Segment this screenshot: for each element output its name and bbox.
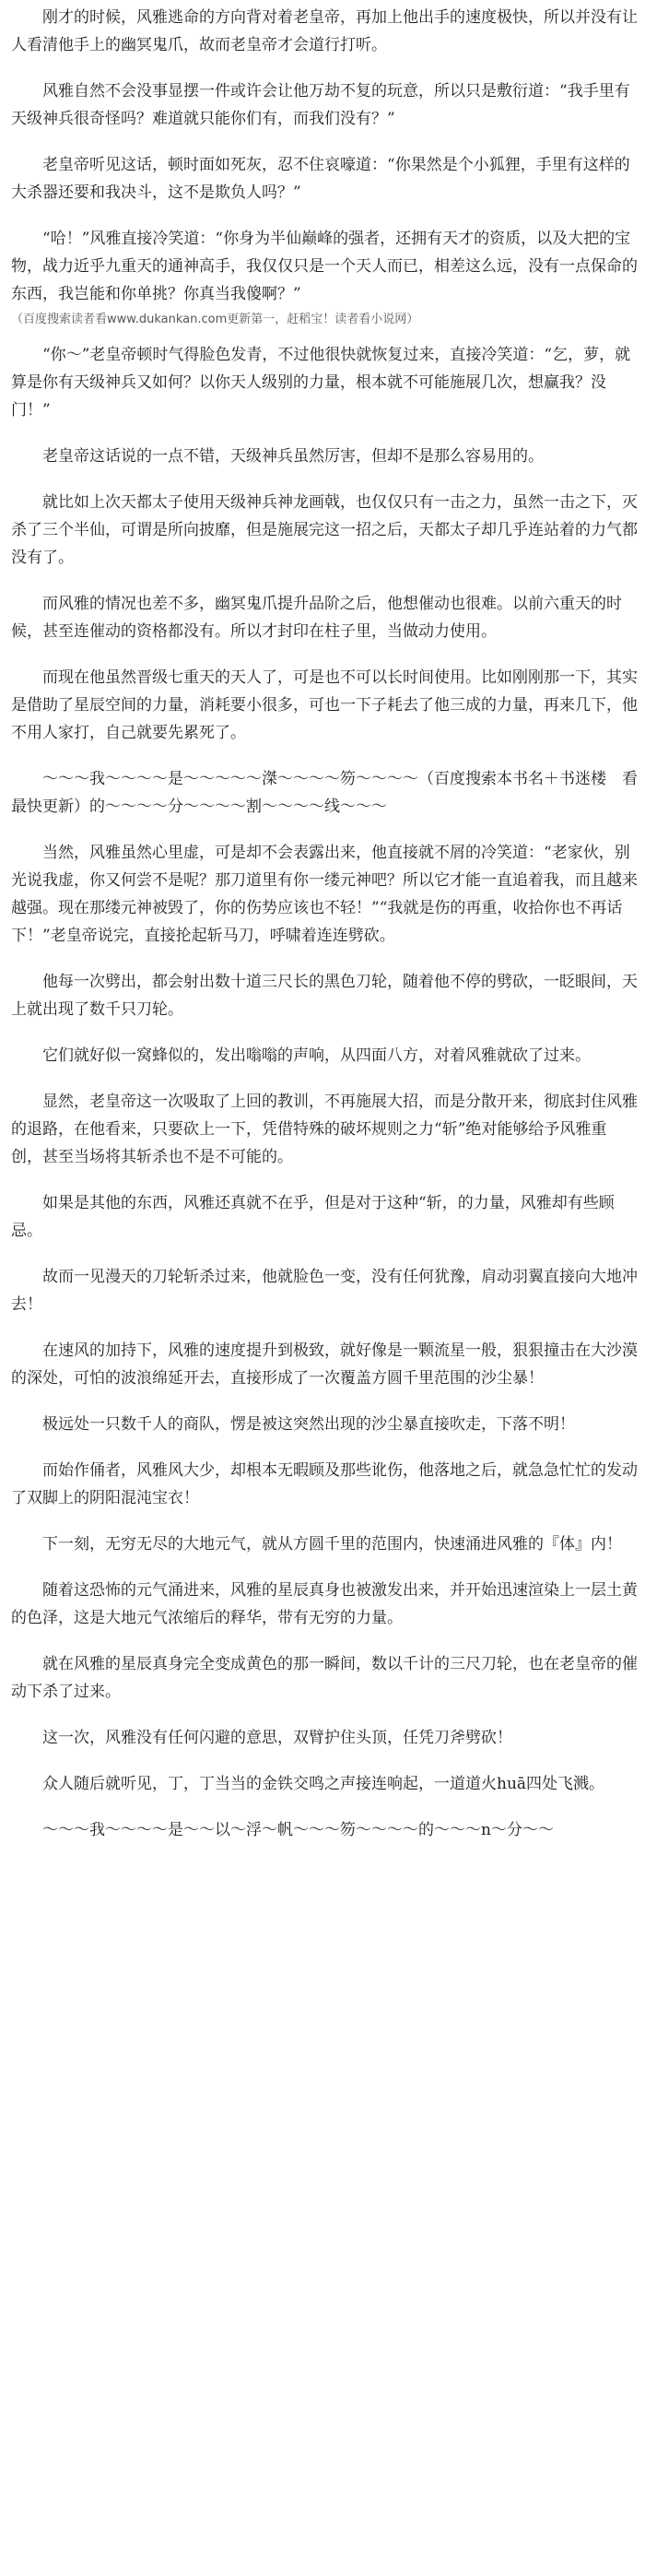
- ad-line: （百度搜索读者看www.dukankan.com更新第一，赶稻宝！读者看小说网）: [11, 313, 419, 326]
- paragraph: 老皇帝这话说的一点不错，天级神兵虽然厉害，但却不是那么容易用的。: [42, 447, 544, 466]
- paragraph: 他每一次劈出，都会射出数十道三尺长的黑色刀轮，随着他不停的劈砍，一眨眼间，天上就出现了数千只刀轮。: [11, 973, 638, 1019]
- paragraph: 而风雅的情况也差不多，幽冥鬼爪提升品阶之后，他想催动也很难。以前六重天的时候，甚至连催动的资格都没有。所以才封印在柱子里，当做动力使用。: [11, 595, 622, 641]
- paragraph: 风雅自然不会没事显摆一件或许会让他万劫不复的玩意，所以只是敷衍道：“我手里有天级神兵很奇怪吗？难道就只能你们有，而我们没有？”: [11, 82, 630, 128]
- paragraph: 这一次，风雅没有任何闪避的意思，双臂护住头顶，任凭刀斧劈砍！: [42, 1729, 512, 1747]
- paragraph: 众人随后就听见，丁，丁当当的金铁交鸣之声接连响起，一道道火huā四处飞溅。: [42, 1775, 605, 1793]
- paragraph: 刚才的时候，风雅逃命的方向背对着老皇帝，再加上他出手的速度极快，所以并没有让人看清他手上的幽冥鬼爪，故而老皇帝才会道行打听。: [11, 8, 638, 54]
- paragraph: 下一刻，无穷无尽的大地元气，就从方圆千里的范围内，快速涌进风雅的『体』内！: [42, 1535, 622, 1554]
- paragraph: 而现在他虽然晋级七重天的天人了，可是也不可以长时间使用。比如刚刚那一下，其实是借助了星辰空间的力量，消耗要小很多，可也一下子耗去了他三成的力量，再来几下，他不用人家打，自己就要先累死了。: [11, 668, 638, 742]
- separator-line: ～～～我～～～～是～～～～～滐～～～～笏～～～～（百度搜索本书名＋书迷楼 看最快更新）的～～～～分～～～～割～～～～线～～～: [11, 770, 638, 816]
- paragraph: “哈！”风雅直接冷笑道：“你身为半仙巅峰的强者，还拥有天才的资质，以及大把的宝物，战力近乎九重天的通神高手，我仅仅只是一个天人而已，相差这么远，没有一点保命的东西，我岂能和你单挑？你真当我傻啊？”: [11, 230, 638, 303]
- paragraph: 极远处一只数千人的商队，愣是被这突然出现的沙尘暴直接吹走，下落不明！: [42, 1415, 575, 1434]
- paragraph: 它们就好似一窝蜂似的，发出嗡嗡的声响，从四面八方，对着风雅就砍了过来。: [42, 1046, 591, 1065]
- separator-line: ～～～我～～～～是～～以～浮～帆～～～笏～～～～的～～～n～分～～: [42, 1821, 554, 1839]
- paragraph: 显然，老皇帝这一次吸取了上回的教训，不再施展大招，而是分散开来，彻底封住风雅的退路，在他看来，只要砍上一下，凭借特殊的破坏规则之力“斩”绝对能够给予风雅重创，甚至当场将其斩杀也不是不可能的。: [11, 1093, 638, 1166]
- paragraph: 老皇帝听见这话，顿时面如死灰，忍不住哀嚎道：“你果然是个小狐狸，手里有这样的大杀器还要和我决斗，这不是欺负人吗？”: [11, 156, 630, 202]
- paragraph: “你～”老皇帝顿时气得脸色发青，不过他很快就恢复过来，直接冷笑道：“乞，萝，就算是你有天级神兵又如何？以你天人级别的力量，根本就不可能施展几次，想赢我？没门！”: [11, 346, 631, 419]
- paragraph: 故而一见漫天的刀轮斩杀过来，他就脸色一变，没有任何犹豫，肩动羽翼直接向大地冲去！: [11, 1268, 638, 1314]
- paragraph: 就比如上次天都太子使用天级神兵神龙画戟，也仅仅只有一击之力，虽然一击之下，灭杀了三个半仙，可谓是所向披靡，但是施展完这一招之后，天都太子却几乎连站着的力气都没有了。: [11, 493, 638, 567]
- paragraph: 而始作俑者，风雅风大少，却根本无暇顾及那些讹伤，他落地之后，就急急忙忙的发动了双脚上的阴阳混沌宝衣！: [11, 1461, 638, 1507]
- paragraph: 就在风雅的星辰真身完全变成黄色的那一瞬间，数以千计的三尺刀轮，也在老皇帝的催动下杀了过来。: [11, 1655, 638, 1701]
- novel-page: [0, 4, 645, 2576]
- paragraph: 随着这恐怖的元气涌进来，风雅的星辰真身也被激发出来，并开始迅速渲染上一层土黄的色泽，这是大地元气浓缩后的释华，带有无穷的力量。: [11, 1581, 638, 1627]
- paragraph: 当然，风雅虽然心里虚，可是却不会表露出来，他直接就不屑的冷笑道：“老家伙，别光说我虚，你又何尝不是呢？那刀道里有你一缕元神吧？所以它才能一直追着我，而且越来越强。现在那缕元神被毁了，你的伤势应该也不轻！”“我就是伤的再重，收拾你也不再话下！”老皇帝说完，直接抡起斩马刀，呼啸着连连劈砍。: [11, 844, 638, 945]
- paragraph: 在速风的加持下，风雅的速度提升到极致，就好像是一颗流星一般，狠狠撞击在大沙漠的深处，可怕的波浪绵延开去，直接形成了一次覆盖方圆千里范围的沙尘暴！: [11, 1341, 638, 1388]
- paragraph: 如果是其他的东西，风雅还真就不在乎，但是对于这种“斩，的力量，风雅却有些顾忌。: [11, 1194, 615, 1240]
